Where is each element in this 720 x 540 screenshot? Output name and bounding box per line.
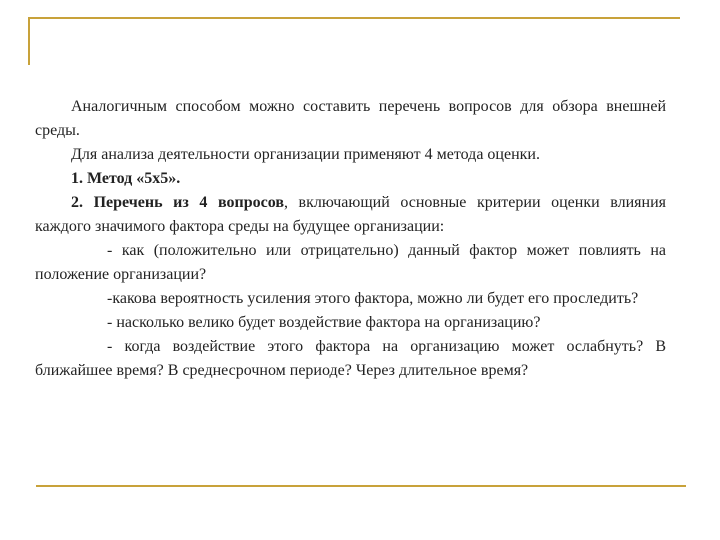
left-accent-rule	[28, 17, 30, 65]
question-item: - насколько велико будет воздействие фактора на организацию?	[107, 314, 541, 331]
question-item: - когда воздействие этого фактора на организацию может ослабнуть? В ближайшее время? В среднесрочном периоде? Через длительное время?	[35, 338, 666, 379]
question-item: -какова вероятность усиления этого фактора, можно ли будет его проследить?	[107, 290, 639, 307]
top-accent-rule	[28, 17, 680, 19]
paragraph-intro: Аналогичным способом можно составить перечень вопросов для обзора внешней среды.	[35, 98, 666, 139]
paragraph-method-1: 1. Метод «5х5».	[71, 170, 181, 187]
paragraph-methods: Для анализа деятельности организации применяют 4 метода оценки.	[71, 146, 540, 163]
slide-body-text	[35, 95, 666, 383]
paragraph-method-2: 2. Перечень из 4 вопросов, включающий основные критерии оценки влияния каждого значимого фактора среды на будущее организации:	[35, 194, 667, 235]
question-item: - как (положительно или отрицательно) данный фактор может повлиять на положение организации?	[35, 242, 666, 283]
bottom-accent-rule	[36, 485, 686, 487]
